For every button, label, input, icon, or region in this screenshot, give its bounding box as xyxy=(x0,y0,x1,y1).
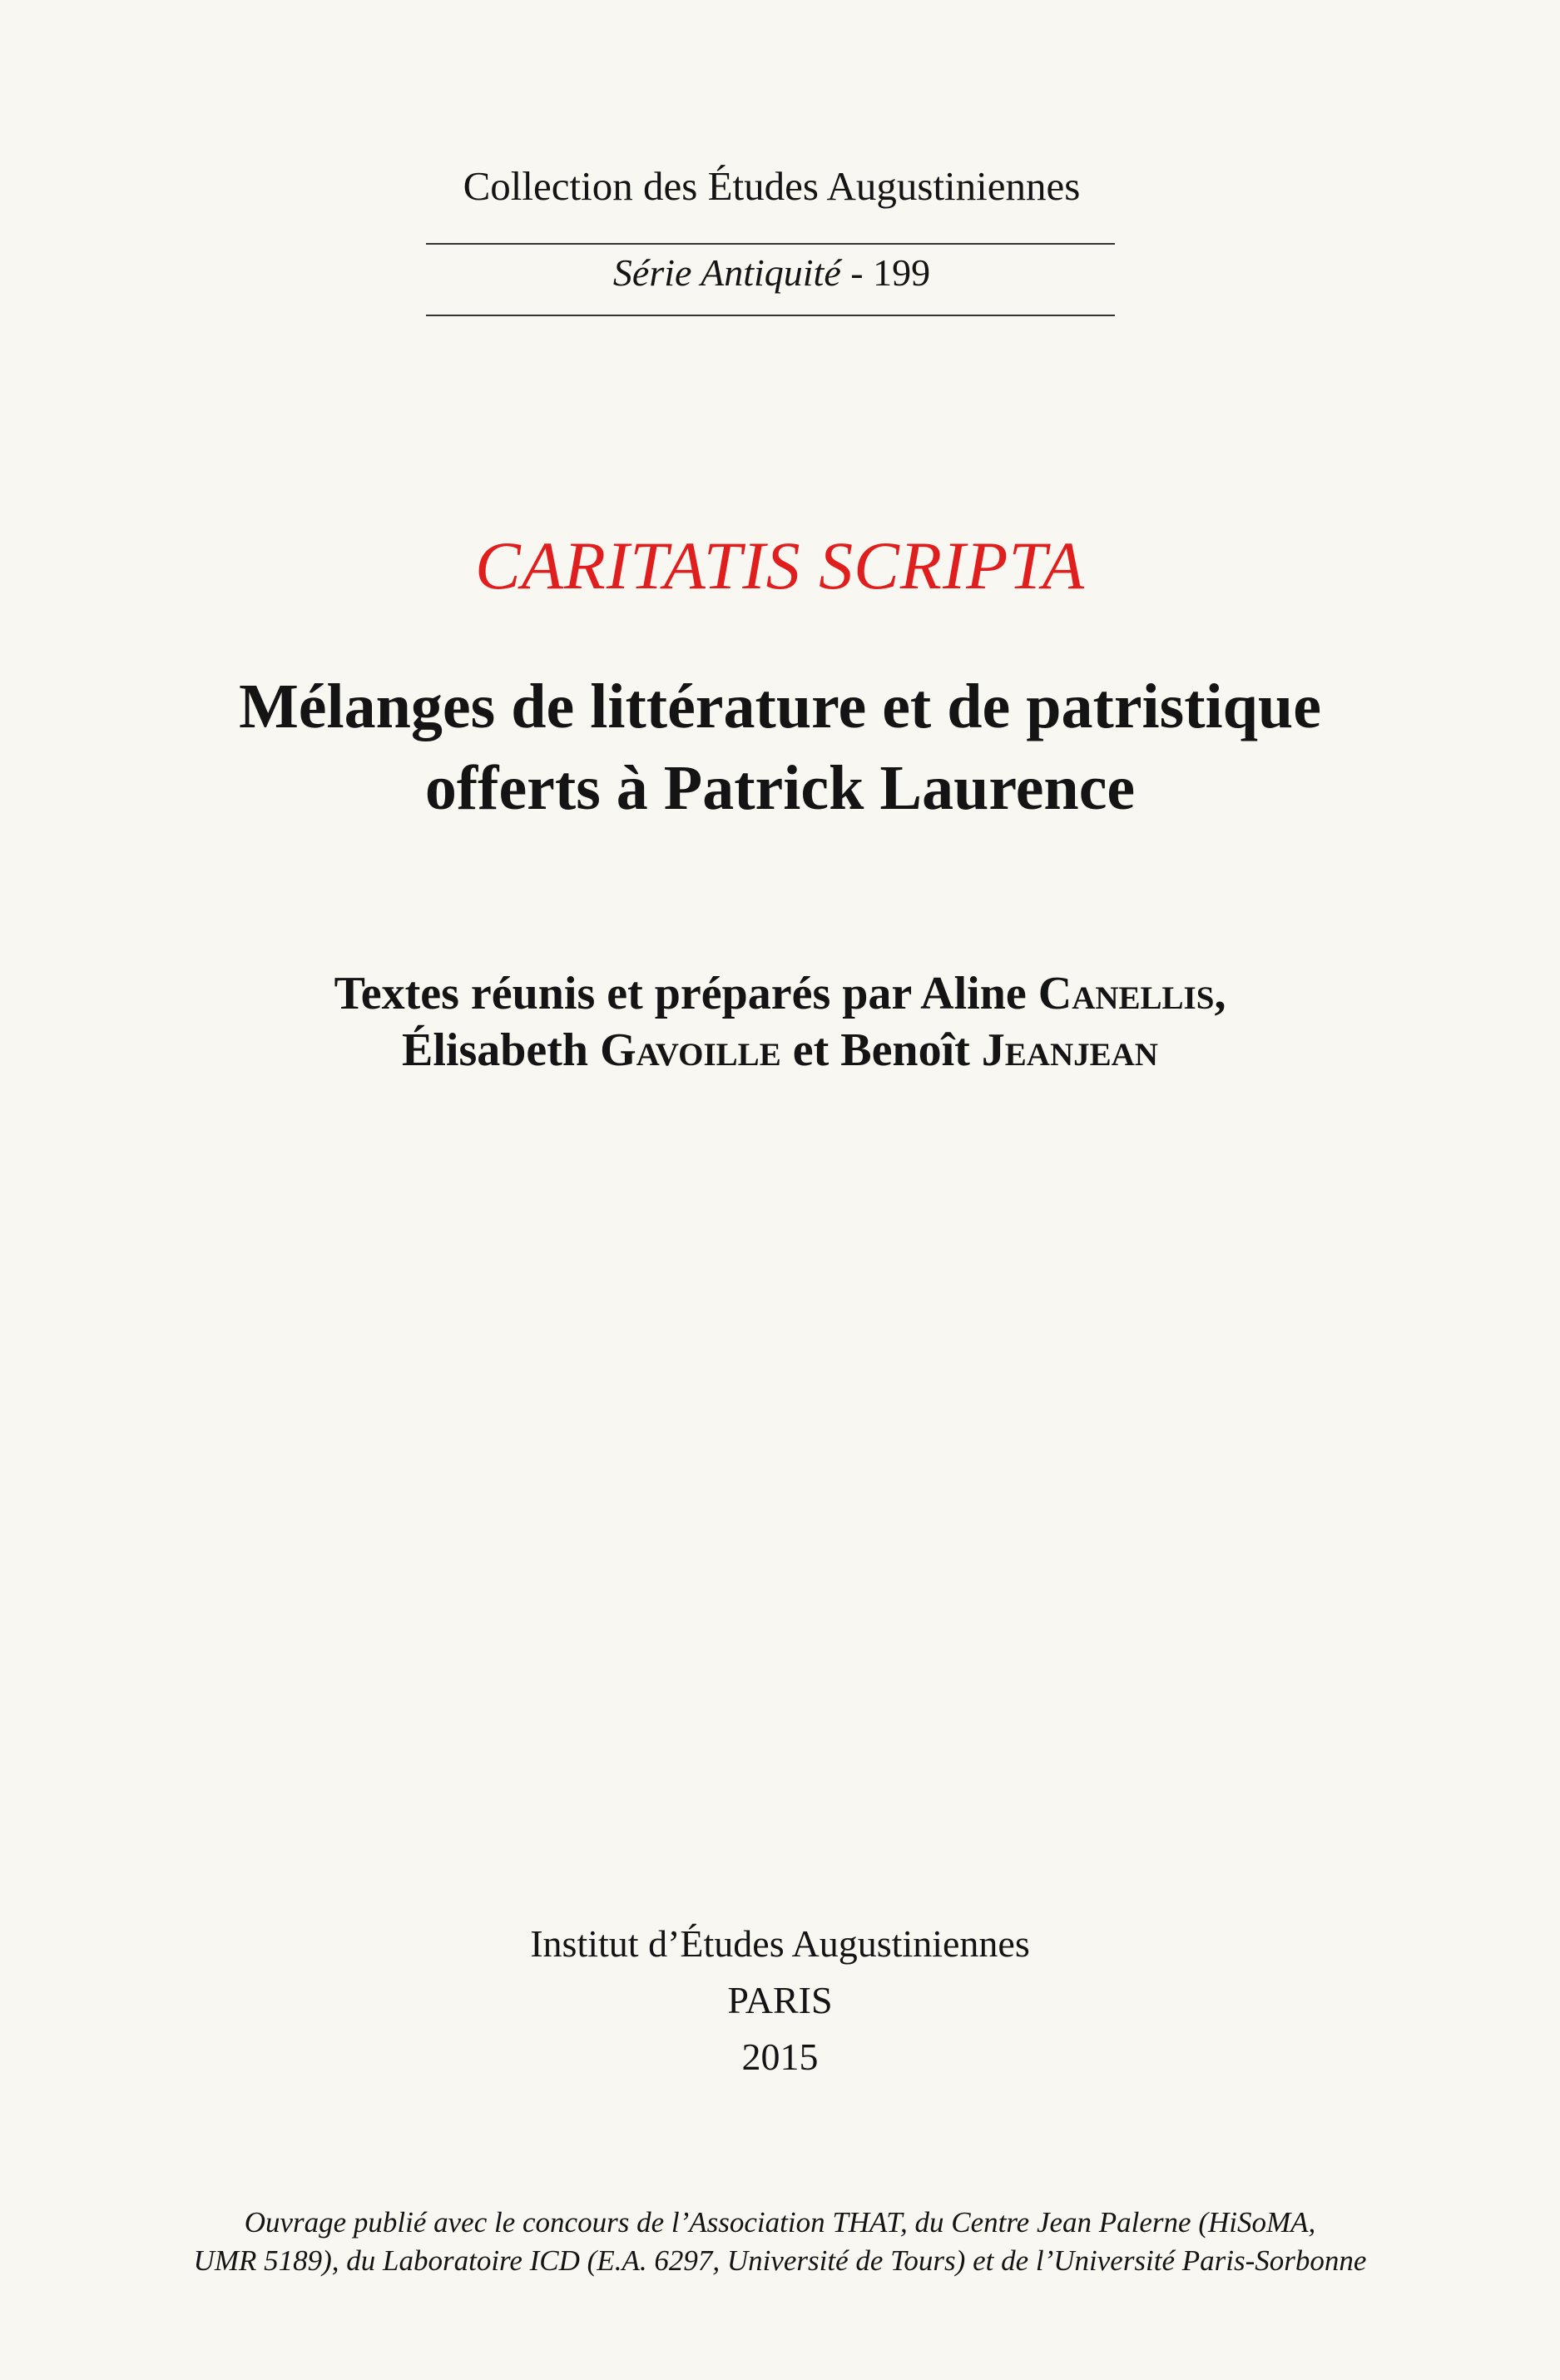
main-title: CARITATIS SCRIPTA xyxy=(475,528,1085,603)
editors-comma: , xyxy=(1214,968,1226,1019)
editor-surname-gavoille: Gavoille xyxy=(600,1024,781,1076)
collection-name: Collection des Études Augustiniennes xyxy=(463,163,1081,209)
editors-prefix: Textes réunis et préparés par Aline xyxy=(334,968,1038,1019)
subtitle-line-1: Mélanges de littérature et de patristique xyxy=(239,672,1321,741)
subtitle-line-2: offerts à Patrick Laurence xyxy=(424,753,1136,823)
editors-block xyxy=(0,965,1560,1078)
subtitle xyxy=(0,666,1560,829)
editors-line-1 xyxy=(0,965,1560,1022)
funding-note-line-2: UMR 5189), du Laboratoire ICD (E.A. 6297, Université de Tours) et de l’Université Paris-Sorbonne xyxy=(193,2244,1367,2277)
series-separator: - xyxy=(840,251,874,294)
editor-surname-jeanjean: Jeanjean xyxy=(981,1024,1158,1076)
publication-year: 2015 xyxy=(741,2035,819,2078)
series-label: Série Antiquité xyxy=(612,251,841,294)
series-rule-bottom xyxy=(426,315,1115,316)
publisher-name: Institut d’Études Augustiniennes xyxy=(530,1922,1030,1965)
editors-line-2 xyxy=(0,1022,1560,1078)
series-line xyxy=(0,243,1552,303)
series-number: 199 xyxy=(873,251,931,294)
publisher-city: PARIS xyxy=(727,1979,833,2021)
editor-surname-canellis: Canellis xyxy=(1038,968,1215,1019)
funding-note xyxy=(0,2204,1560,2280)
editor-firstname-elisabeth: Élisabeth xyxy=(402,1024,601,1076)
publisher-block xyxy=(0,1916,1560,2085)
funding-note-line-1: Ouvrage publié avec le concours de l’Association THAT, du Centre Jean Palerne (HiSoMA, xyxy=(244,2206,1316,2239)
editor-firstname-benoit: et Benoît xyxy=(780,1024,982,1076)
